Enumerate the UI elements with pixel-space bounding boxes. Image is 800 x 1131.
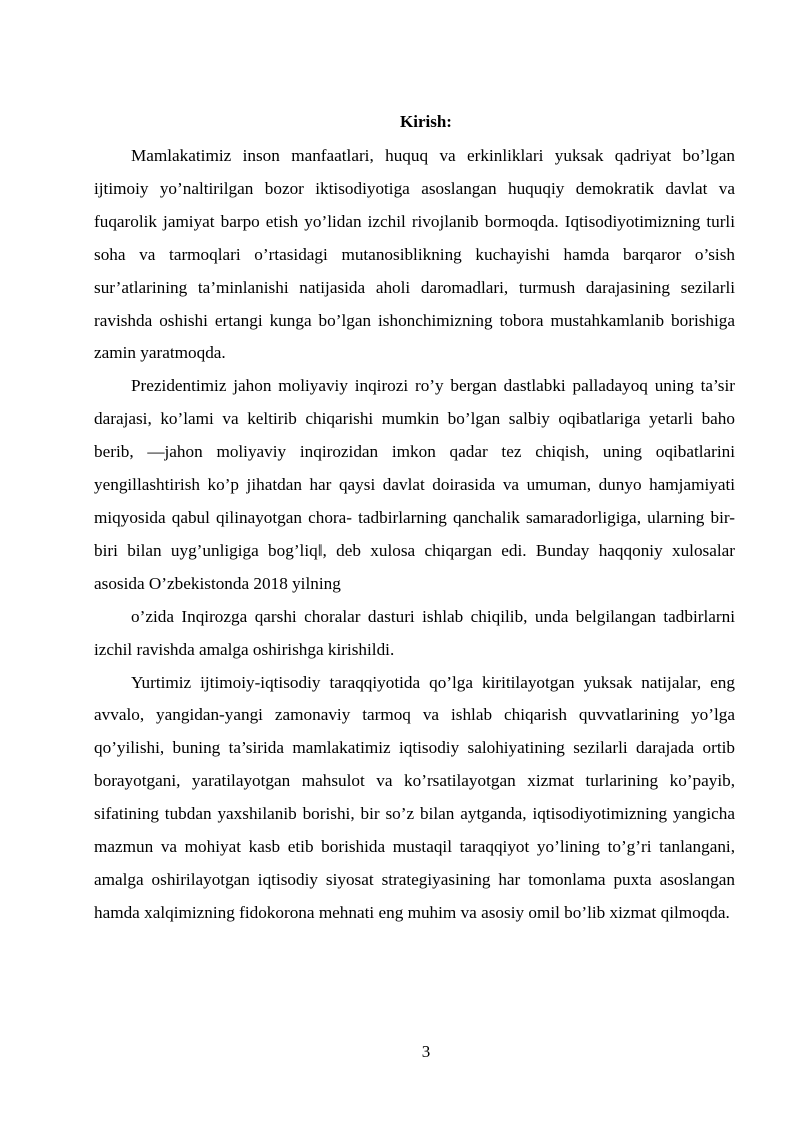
paragraph-2: Prezidentimiz jahon moliyaviy inqirozi ro’y bergan dastlabki palladayoq uning ta’sir darajasi, ko’lami va keltirib chiqarishi mumkin bo’lgan salbiy oqibatlariga yetarli baho berib, ―jahon moliyaviy inqirozidan imkon qadar tez chiqish, uning oqibatlarini yengillashtirish ko’p jihatdan har qaysi davlat doirasida va umuman, dunyo hamjamiyati miqyosida qabul qilinayotgan chora- tadbirlarning qanchalik samaradorligiga, ularning bir-biri bilan uyg’unligiga bog’liq‖, deb xulosa chiqargan edi. Bunday haqqoniy xulosalar asosida O’zbekistonda 2018 yilning xyxy=(94,376,735,593)
paragraph-4: Yurtimiz ijtimoiy-iqtisodiy taraqqiyotida qo’lga kiritilayotgan yuksak natijalar, eng avvalo, yangidan-yangi zamonaviy tarmoq va ishlab chiqarish quvvatlarining yo’lga qo’yilishi, buning ta’sirida mamlakatimiz iqtisodiy salohiyatining sezilarli darajada ortib borayotgani, yaratilayotgan mahsulot va ko’rsatilayotgan xizmat turlarining ko’payib, sifatining tubdan yaxshilanib borishi, bir so’z bilan aytganda, iqtisodiyotimizning yangicha mazmun va mohiyat kasb etib borishida mustaqil taraqqiyot yo’lining to’g’ri tanlangani, amalga oshirilayotgan iqtisodiy siyosat strategiyasining har tomonlama puxta asoslangan hamda xalqimizning fidokorona mehnati eng muhim va asosiy omil bo’lib xizmat qilmoqda. xyxy=(94,672,735,922)
paragraph-1: Mamlakatimiz inson manfaatlari, huquq va erkinliklari yuksak qadriyat bo’lgan ijtimoiy yo’naltirilgan bozor iktisodiyotiga asoslangan huquqiy demokratik davlat va fuqarolik jamiyat barpo etish yo’lidan izchil rivojlanib bormoqda. Iqtisodiyotimizning turli soha va tarmoqlari o’rtasidagi mutanosiblikning kuchayishi hamda barqaror o’sish sur’atlarining ta’minlanishi natijasida aholi daromadlari, turmush darajasining sezilarli ravishda oshishi ertangi kunga bo’lgan ishonchimizning tobora mustahkamlanib borishiga zamin yaratmoqda. xyxy=(94,146,735,363)
section-heading: Kirish: xyxy=(400,112,452,131)
body-text xyxy=(94,140,735,930)
page-number: 3 xyxy=(421,1042,431,1061)
paragraph-3: o’zida Inqirozga qarshi choralar dasturi ishlab chiqilib, unda belgilangan tadbirlarni izchil ravishda amalga oshirishga kirishildi. xyxy=(94,606,735,659)
